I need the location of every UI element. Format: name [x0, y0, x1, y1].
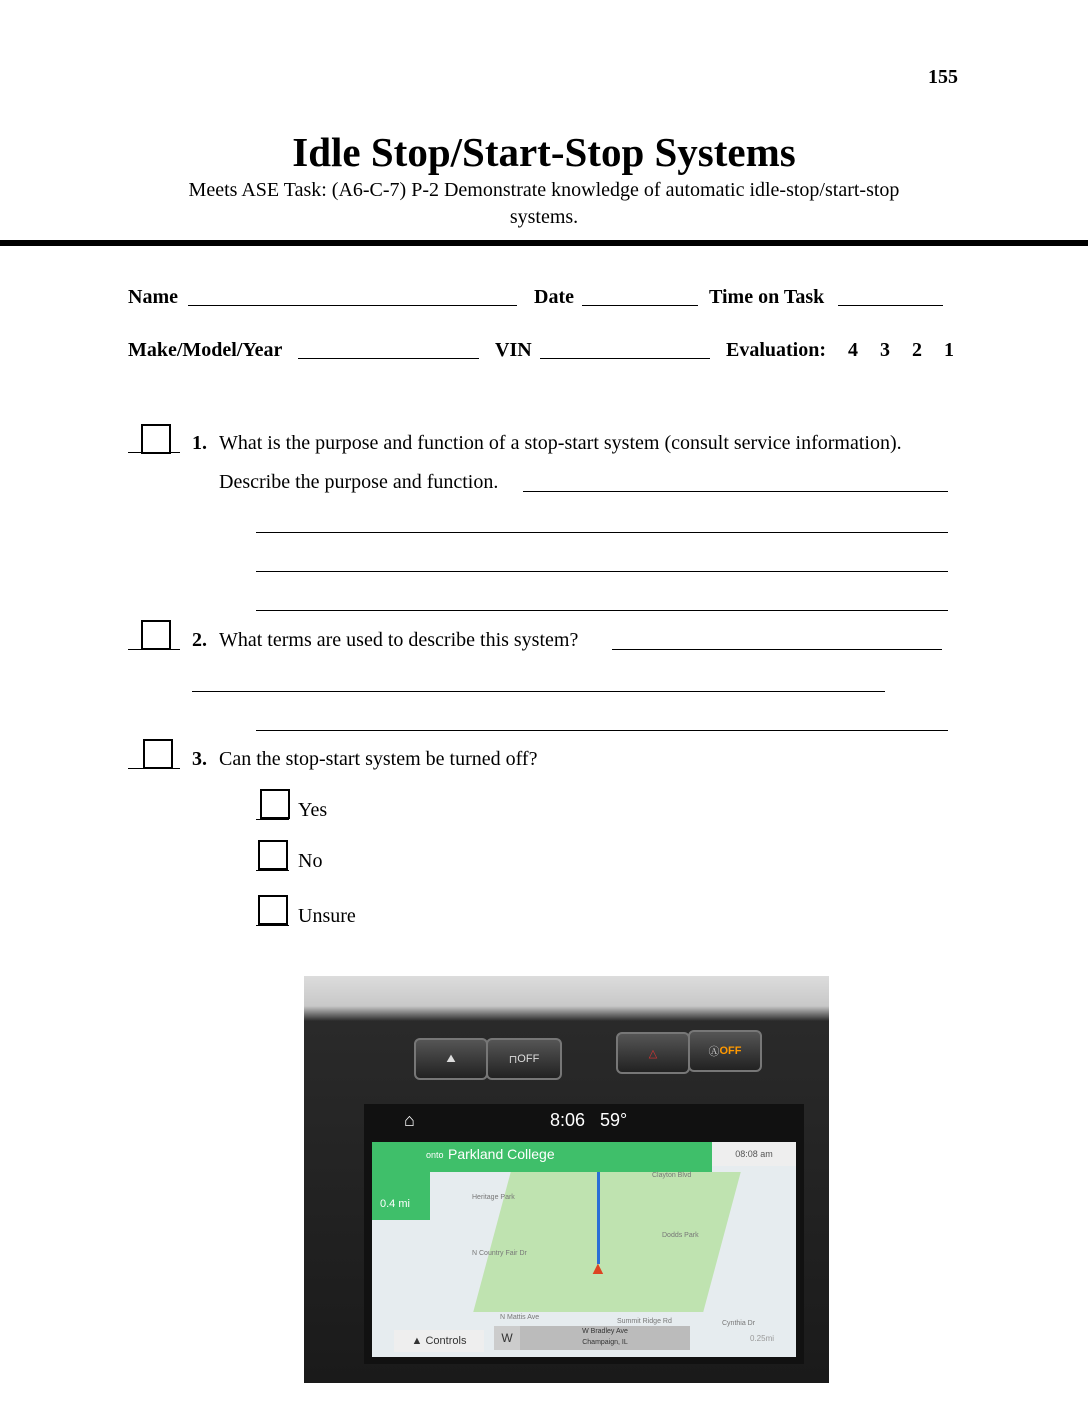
- q1-prompt: Describe the purpose and function.: [219, 471, 499, 493]
- q1-answer-line[interactable]: [256, 532, 948, 533]
- time-on-task-label: Time on Task: [709, 286, 825, 308]
- time-on-task-field[interactable]: [838, 305, 943, 306]
- q3-number: 3.: [192, 748, 207, 770]
- current-street: W Bradley Ave Champaign, IL: [520, 1326, 690, 1350]
- hazard-button: [616, 1032, 690, 1074]
- q2-number: 2.: [192, 629, 207, 651]
- make-model-year-label: Make/Model/Year: [128, 339, 283, 361]
- traction-icon: ⊓: [508, 1053, 518, 1066]
- park-area: [473, 1172, 741, 1312]
- q2-answer-line[interactable]: [192, 691, 885, 692]
- q2-text: What terms are used to describe this system?: [219, 629, 579, 651]
- option-no-label: No: [298, 850, 323, 872]
- vin-field[interactable]: [540, 358, 710, 359]
- heading-indicator: W: [494, 1326, 520, 1350]
- eval-score-4[interactable]: 4: [848, 339, 858, 361]
- temperature: 59°: [600, 1110, 628, 1130]
- page-title: Idle Stop/Start-Stop Systems: [292, 129, 796, 175]
- map-scale: 0.25mi: [750, 1334, 775, 1343]
- q2-checkbox[interactable]: [141, 620, 171, 650]
- q1-checkbox[interactable]: [141, 424, 171, 454]
- eval-score-1[interactable]: 1: [944, 339, 954, 361]
- car-slope-icon: ⛰: [446, 1052, 456, 1065]
- q1-answer-line[interactable]: [256, 610, 948, 611]
- controls-button: ▲ Controls: [394, 1330, 484, 1352]
- option-no-checkbox[interactable]: [258, 840, 288, 870]
- q1-answer-line[interactable]: [256, 571, 948, 572]
- q3-text: Can the stop-start system be turned off?: [219, 748, 538, 770]
- auto-stop-off-button: Ⓐ OFF: [688, 1030, 762, 1072]
- option-unsure-label: Unsure: [298, 905, 356, 927]
- vin-label: VIN: [495, 339, 532, 361]
- option-unsure-checkbox[interactable]: [258, 895, 288, 925]
- option-yes-label: Yes: [298, 799, 328, 821]
- q1-answer-line[interactable]: [523, 491, 948, 492]
- header-rule: [0, 240, 1088, 246]
- evaluation-label: Evaluation:: [726, 339, 827, 361]
- date-label: Date: [534, 286, 574, 308]
- eval-score-3[interactable]: 3: [880, 339, 890, 361]
- q3-checkbox[interactable]: [143, 739, 173, 769]
- q2-answer-line[interactable]: [256, 730, 948, 731]
- nav-distance: 0.4 mi: [380, 1198, 410, 1210]
- nav-destination: Parkland College: [448, 1146, 555, 1162]
- option-line: [256, 870, 289, 871]
- name-label: Name: [128, 286, 178, 308]
- clock: 8:06: [550, 1110, 586, 1130]
- ase-task-line2: systems.: [509, 206, 579, 228]
- hazard-icon: △: [648, 1047, 658, 1060]
- route-line: [597, 1172, 600, 1264]
- q1-number: 1.: [192, 432, 207, 454]
- page-number: 155: [928, 66, 958, 88]
- q2-answer-line[interactable]: [612, 649, 942, 650]
- option-yes-checkbox[interactable]: [260, 789, 290, 819]
- eta: 08:08 am: [712, 1142, 796, 1166]
- make-model-year-field[interactable]: [298, 358, 479, 359]
- auto-stop-icon: Ⓐ: [708, 1046, 720, 1058]
- dashboard-photo: [304, 976, 829, 1383]
- option-line: [256, 925, 289, 926]
- vehicle-arrow-icon: ▲: [589, 1258, 607, 1278]
- sync-screen: [364, 1104, 804, 1364]
- q1-text: What is the purpose and function of a stop-start system (consult service information).: [219, 432, 902, 454]
- traction-off-button: ⊓ OFF: [486, 1038, 562, 1080]
- date-field[interactable]: [582, 305, 698, 306]
- hill-descent-button: [414, 1038, 488, 1080]
- name-field[interactable]: [188, 305, 517, 306]
- ase-task-line1: Meets ASE Task: (A6-C-7) P-2 Demonstrate knowledge of automatic idle-stop/start-stop: [188, 179, 900, 201]
- eval-score-2[interactable]: 2: [912, 339, 922, 361]
- home-icon: ⌂: [404, 1110, 415, 1130]
- option-line: [256, 819, 289, 820]
- navigation-map: onto Parkland College 0.4 mi 08:08 am ▲ Heritage Park Dodds Park N Country Fair Dr N Mattis Ave Summit Ridge Rd Cynthia Dr Clayton Blvd ▲ Controls W W Bradley Ave Champaign, IL 0.25mi: [372, 1142, 796, 1357]
